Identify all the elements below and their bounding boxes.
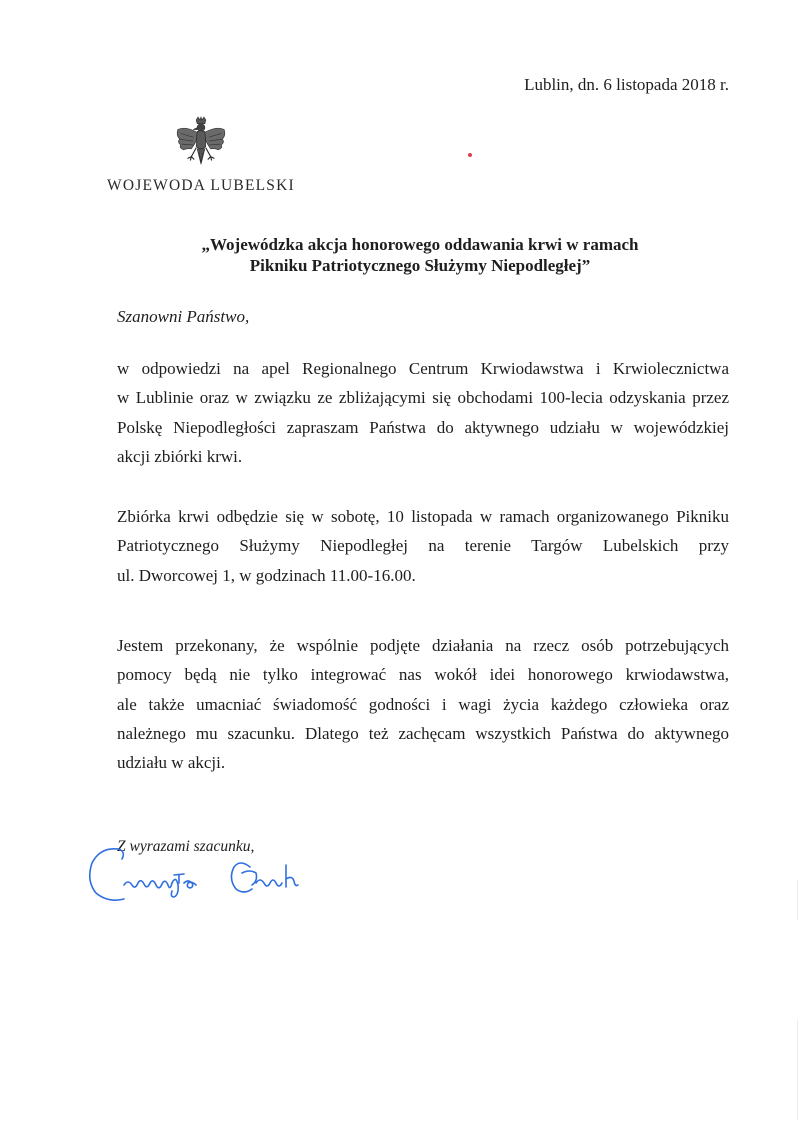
polish-eagle-emblem-icon: [172, 116, 230, 174]
paragraph-appeal: [117, 631, 729, 777]
paragraph-line: ul. Dworcowej 1, w godzinach 11.00-16.00.: [117, 565, 416, 585]
paragraph-event-details: [117, 502, 729, 590]
paragraph-line: pomocy będą nie tylko integrować nas wokół idei honorowego krwiodawstwa,: [117, 665, 729, 685]
paragraph-line: ale także umacniać świadomość godności i wagi życia każdego człowieka oraz: [117, 694, 729, 714]
red-mark: [468, 153, 472, 157]
paragraph-line: w odpowiedzi na apel Regionalnego Centrum Krwiodawstwa i Krwiolecznictwa: [117, 359, 729, 378]
paragraph-line: udziału w akcji.: [117, 753, 226, 773]
closing-phrase: Z wyrazami szacunku,: [117, 838, 255, 855]
paragraph-line: Jestem przekonany, że wspólnie podjęte działania na rzecz osób potrzebujących: [117, 636, 729, 655]
letter-title: [150, 234, 690, 276]
authority-name: WOJEWODA LUBELSKI: [107, 177, 295, 194]
title-line: „Wojewódzka akcja honorowego oddawania krwi w ramach: [201, 235, 639, 254]
title-line: Pikniku Patriotycznego Służymy Niepodległej”: [249, 256, 591, 275]
scan-edge-mark: [797, 1020, 798, 1120]
paragraph-invitation: [117, 354, 729, 471]
date-line: Lublin, dn. 6 listopada 2018 r.: [524, 75, 729, 94]
paragraph-line: Polskę Niepodległości zapraszam Państwa do aktywnego udziału w wojewódzkiej: [117, 417, 729, 437]
paragraph-line: Zbiórka krwi odbędzie się w sobotę, 10 listopada w ramach organizowanego Pikniku: [117, 507, 729, 526]
paragraph-line: Patriotycznego Służymy Niepodległej na terenie Targów Lubelskich przy: [117, 536, 729, 556]
paragraph-line: akcji zbiórki krwi.: [117, 446, 243, 466]
handwritten-signature: [80, 845, 320, 915]
scan-edge-mark: [797, 880, 798, 920]
paragraph-line: należnego mu szacunku. Dlatego też zachęcam wszystkich Państwa do aktywnego: [117, 723, 729, 743]
paragraph-line: w Lublinie oraz w związku ze zbliżającymi się obchodami 100-lecia odzyskania przez: [117, 388, 729, 408]
greeting: Szanowni Państwo,: [117, 307, 250, 326]
